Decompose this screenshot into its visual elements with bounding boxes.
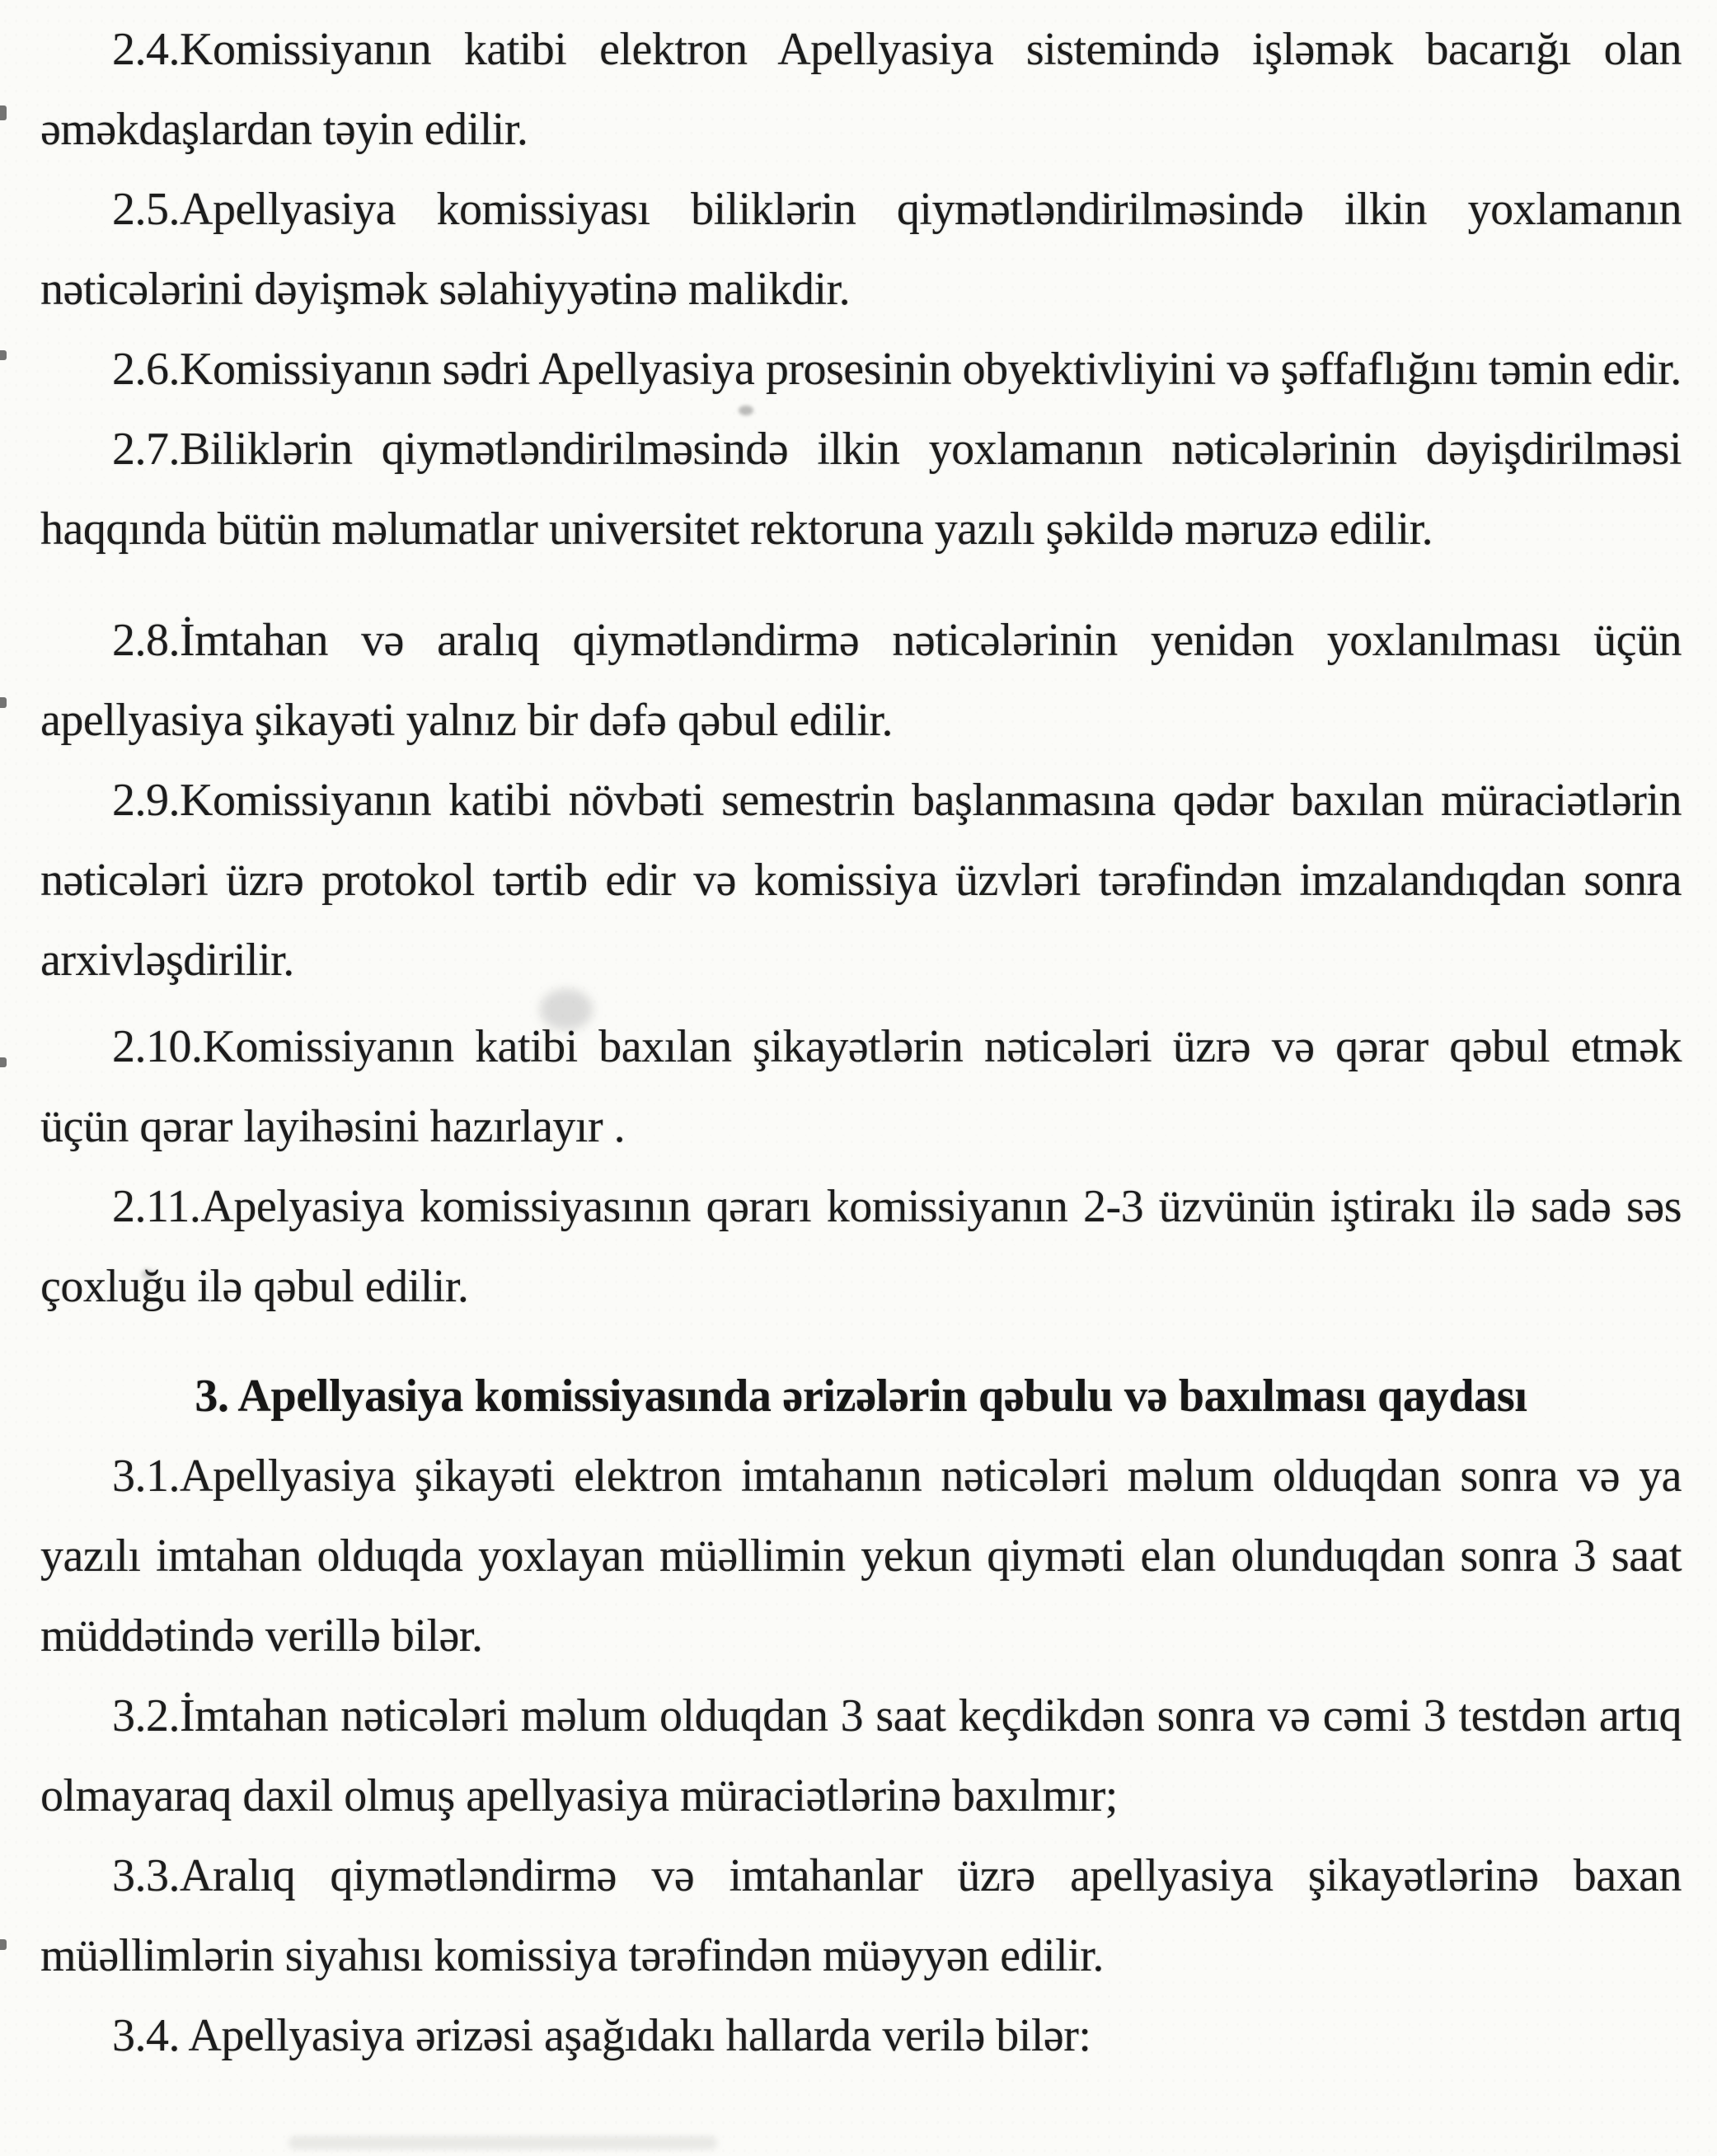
paragraph-2-9: 2.9.Komissiyanın katibi növbəti semestrin başlanmasına qədər baxılan müraciətlərin nəticələri üzrə protokol tərtib edir və komissiya üzvləri tərəfindən imzalandıqdan sonra arxivləşdirilir.: [40, 775, 1682, 986]
section-3-heading: 3. Apellyasiya komissiyasında ərizələrin qəbulu və baxılması qaydası: [195, 1371, 1527, 1422]
paragraph-3-4: 3.4. Apellyasiya ərizəsi aşağıdakı hallarda verilə bilər:: [112, 2010, 1091, 2061]
paragraph-3-2: 3.2.İmtahan nəticələri məlum olduqdan 3 saat keçdikdən sonra və cəmi 3 testdən artıq olmayaraq daxil olmuş apellyasiya müraciətlərinə baxılmır;: [40, 1690, 1682, 1821]
scan-edge-artifact: [0, 697, 7, 708]
paragraph-2-6: 2.6.Komissiyanın sədri Apellyasiya prosesinin obyektivliyini və şəffaflığını təmin edir.: [112, 344, 1682, 395]
paragraph-2-10: 2.10.Komissiyanın katibi baxılan şikayətlərin nəticələri üzrə və qərar qəbul etmək üçün qərar layihəsini hazırlayır .: [40, 1021, 1682, 1152]
scan-smudge-artifact: [540, 989, 593, 1030]
paragraph-3-1: 3.1.Apellyasiya şikayəti elektron imtahanın nəticələri məlum olduqdan sonra və ya yazılı imtahan olduqda yoxlayan müəllimin yekun qiyməti elan olunduqdan sonra 3 saat müddətində verillə bilər.: [40, 1451, 1682, 1662]
paragraph-2-5: 2.5.Apellyasiya komissiyası biliklərin qiymətləndirilməsində ilkin yoxlamanın nəticələrini dəyişmək səlahiyyətinə malikdir.: [40, 184, 1682, 315]
scan-smudge-artifact: [739, 405, 753, 415]
scan-edge-artifact: [0, 350, 7, 360]
paragraph-2-7: 2.7.Biliklərin qiymətləndirilməsində ilkin yoxlamanın nəticələrinin dəyişdirilməsi haqqında bütün məlumatlar universitet rektoruna yazılı şəkildə məruzə edilir.: [40, 424, 1682, 555]
paragraph-3-3: 3.3.Aralıq qiymətləndirmə və imtahanlar üzrə apellyasiya şikayətlərinə baxan müəllimlərin siyahısı komissiya tərəfindən müəyyən edilir.: [40, 1850, 1682, 1981]
paragraph-2-8: 2.8.İmtahan və aralıq qiymətləndirmə nəticələrinin yenidən yoxlanılması üçün apellyasiya şikayəti yalnız bir dəfə qəbul edilir.: [40, 615, 1682, 746]
scan-edge-artifact: [0, 105, 7, 120]
scan-edge-artifact: [0, 1057, 7, 1067]
paragraph-2-11: 2.11.Apelyasiya komissiyasının qərarı komissiyanın 2-3 üzvünün iştirakı ilə sadə səs çoxluğu ilə qəbul edilir.: [40, 1181, 1682, 1312]
scan-edge-artifact: [0, 1939, 7, 1950]
scan-smudge-artifact: [142, 1269, 153, 1279]
scan-smudge-artifact: [289, 2136, 717, 2149]
paragraph-2-4: 2.4.Komissiyanın katibi elektron Apellyasiya sistemində işləmək bacarığı olan əməkdaşlardan təyin edilir.: [40, 24, 1682, 155]
